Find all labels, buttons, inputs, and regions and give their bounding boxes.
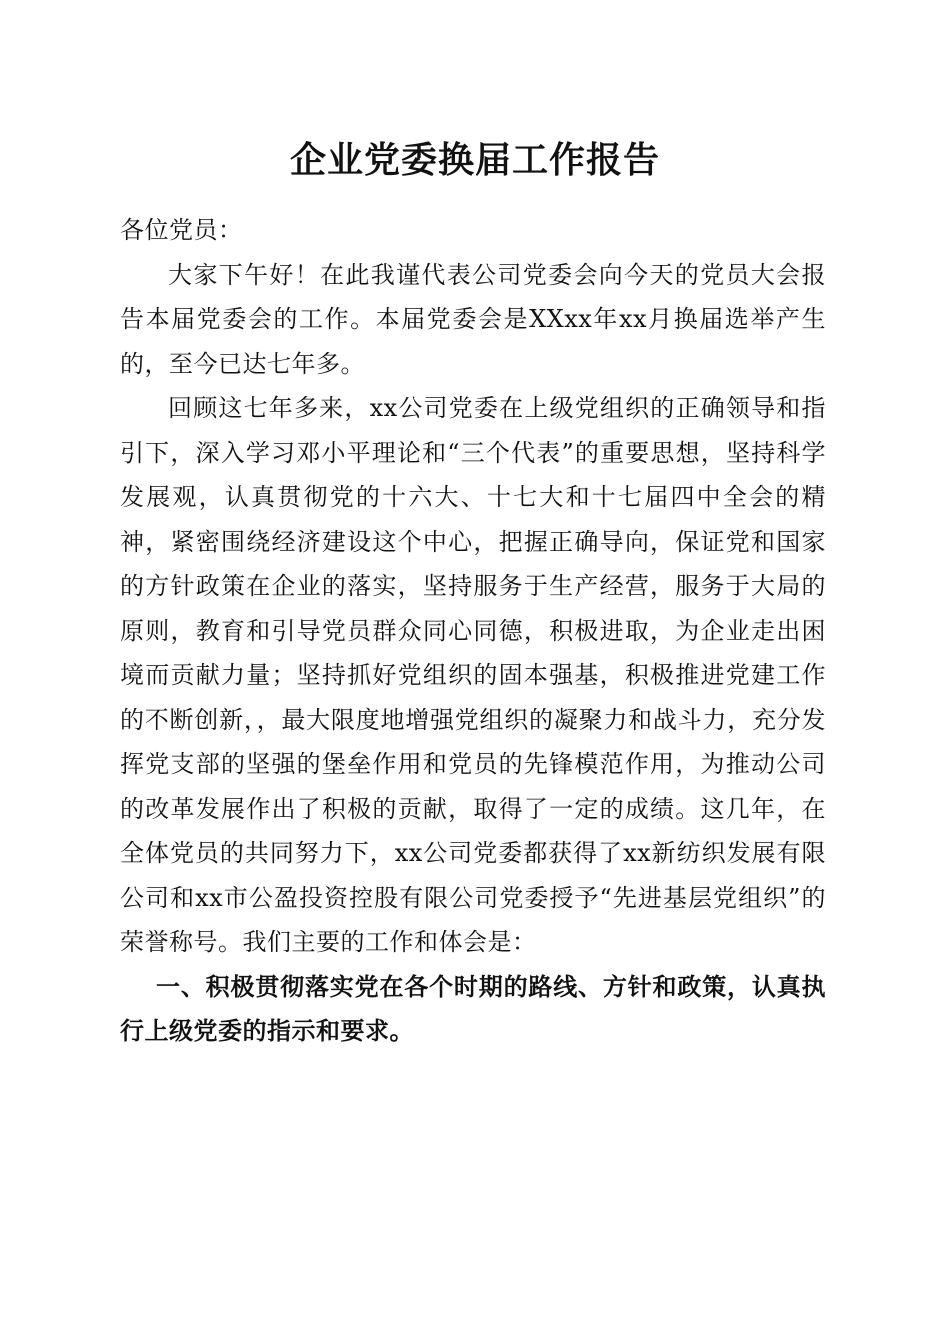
paragraph-review: 回顾这七年多来，xx公司党委在上级党组织的正确领导和指引下，深入学习邓小平理论和“三个代表”的重要思想，坚持科学发展观，认真贯彻党的十六大、十七大和十七届四中全会的精神，紧密围绕经济建设这个中心，把握正确导向，保证党和国家的方针政策在企业的落实，坚持服务于生产经营，服务于大局的原则，教育和引导党员群众同心同德，积极进取，为企业走出困境而贡献力量；坚持抓好党组织的固本强基，积极推进党建工作的不断创新，，最大限度地增强党组织的凝聚力和战斗力，充分发挥党支部的坚强的堡垒作用和党员的先锋模范作用，为推动公司的改革发展作出了积极的贡献，取得了一定的成绩。这几年，在全体党员的共同努力下，xx公司党委都获得了xx新纺织发展有限公司和xx市公盈投资控股有限公司党委授予“先进基层党组织”的荣誉称号。我们主要的工作和体会是： — [120, 394, 826, 956]
paragraph-greeting: 大家下午好！在此我谨代表公司党委会向今天的党员大会报告本届党委会的工作。本届党委会是XXxx年xx月换届选举产生的，至今已达七年多。 — [120, 260, 826, 378]
section-heading: 一、积极贯彻落实党在各个时期的路线、方针和政策，认真执行上级党委的指示和要求。 — [120, 972, 826, 1045]
document-title: 企业党委换届工作报告 — [289, 139, 660, 181]
document-body — [120, 208, 826, 1054]
salutation: 各位党员： — [120, 216, 243, 244]
